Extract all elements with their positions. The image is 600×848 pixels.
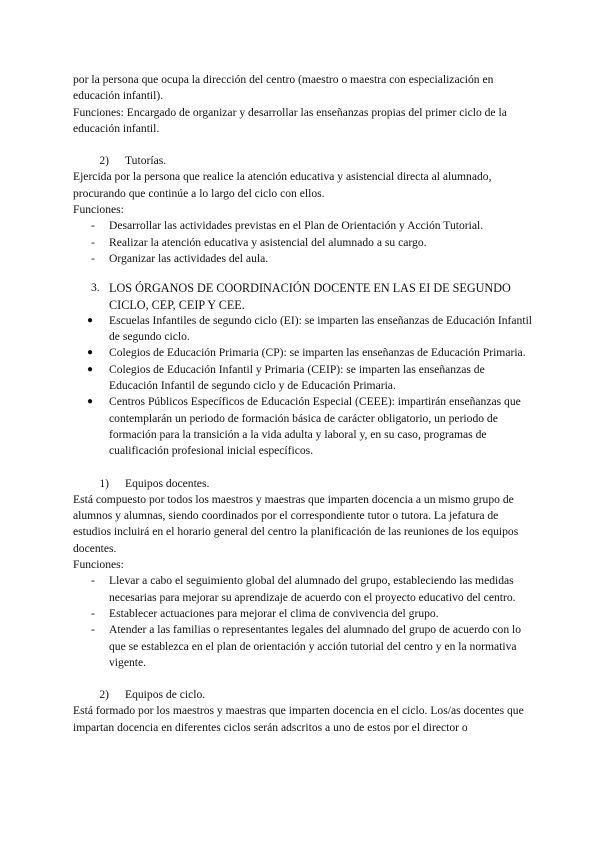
heading-title: Equipos docentes. [125,476,210,490]
section3-bullet-list [73,313,533,460]
list-item: - Establecer actuaciones para mejorar el clima de convivencia del grupo. [73,606,533,622]
dash-marker: - [91,251,95,265]
dash-marker: - [91,606,95,620]
list-item: ● Colegios de Educación Primaria (CP): se imparten las enseñanzas de Educación Primaria. [73,345,533,361]
heading-title: Equipos de ciclo. [125,688,206,702]
heading-equipos-ciclo [91,687,533,703]
dash-marker: - [91,235,95,249]
heading-tutorias [91,153,533,169]
heading-title: LOS ÓRGANOS DE COORDINACIÓN DOCENTE EN LAS EI DE SEGUNDO CICLO, CEP, CEIP Y CEE. [109,281,511,312]
heading-number: 3. [91,281,100,295]
heading-equipos-docentes [91,476,533,492]
heading-number: 1) [99,476,109,490]
equipos-docentes-functions-label: Funciones: [73,558,124,572]
tutorias-description: Ejercida por la persona que realice la atención educativa y asistencial directa al alumnado, procurando que continúe a lo largo del ciclo con ellos. [73,170,492,200]
list-item: - Organizar las actividades del aula. [73,251,533,267]
heading-section-3 [91,280,533,313]
dash-marker: - [91,574,95,588]
document-page [73,72,533,736]
list-item: ● Colegios de Educación Infantil y Primaria (CEIP): se imparten las enseñanzas de Educación Infantil de segundo ciclo y de Educación Primaria. [73,362,533,395]
intro-functions: Funciones: Encargado de organizar y desarrollar las enseñanzas propias del primer ciclo de la educación infantil. [73,105,507,135]
bullet-marker: ● [87,347,94,359]
heading-number: 2) [99,154,109,168]
list-item: - Realizar la atención educativa y asistencial del alumnado a su cargo. [73,235,533,251]
bullet-marker: ● [87,396,94,408]
bullet-marker: ● [87,363,94,375]
list-item: - Atender a las familias o representantes legales del alumnado del grupo de acuerdo con lo que se establezca en el plan de orientación y acción tutorial del centro y en la normativa vigente. [73,622,533,671]
list-item: - Llevar a cabo el seguimiento global del alumnado del grupo, estableciendo las medidas necesarias para mejorar su aprendizaje de acuerdo con el proyecto educativo del centro. [73,573,533,606]
bullet-marker: ● [87,314,94,326]
equipos-docentes-description: Está compuesto por todos los maestros y maestras que imparten docencia a un mismo grupo de alumnos y alumnas, siendo coordinados por el correspondiente tutor o tutora. La jefatura de estudios incluirá en el horario general del centro la planificación de las reuniones de los equipos docentes. [73,492,519,555]
equipos-docentes-functions-list [73,573,533,671]
list-item: ● Escuelas Infantiles de segundo ciclo (EI): se imparten las enseñanzas de Educación Infantil de segundo ciclo. [73,313,533,346]
list-item: ● Centros Públicos Específicos de Educación Especial (CEEE): impartirán enseñanzas que contemplarán un periodo de formación básica de carácter obligatorio, un periodo de formación para la transición a la vida adulta y laboral y, en su caso, programas de cualificación profesional inicial específicos. [73,394,533,459]
heading-number: 2) [99,688,109,702]
dash-marker: - [91,623,95,637]
heading-title: Tutorías. [125,154,167,168]
intro-paragraph: por la persona que ocupa la dirección del centro (maestro o maestra con especialización en educación infantil). [73,73,494,103]
tutorias-functions-label: Funciones: [73,203,124,217]
equipos-ciclo-description: Está formado por los maestros y maestras que imparten docencia en el ciclo. Los/as docentes que impartan docencia en diferentes ciclos serán adscritos a uno de estos por el director o [73,704,524,734]
dash-marker: - [91,219,95,233]
tutorias-functions-list [73,218,533,267]
list-item: - Desarrollar las actividades previstas en el Plan de Orientación y Acción Tutorial. [73,218,533,234]
